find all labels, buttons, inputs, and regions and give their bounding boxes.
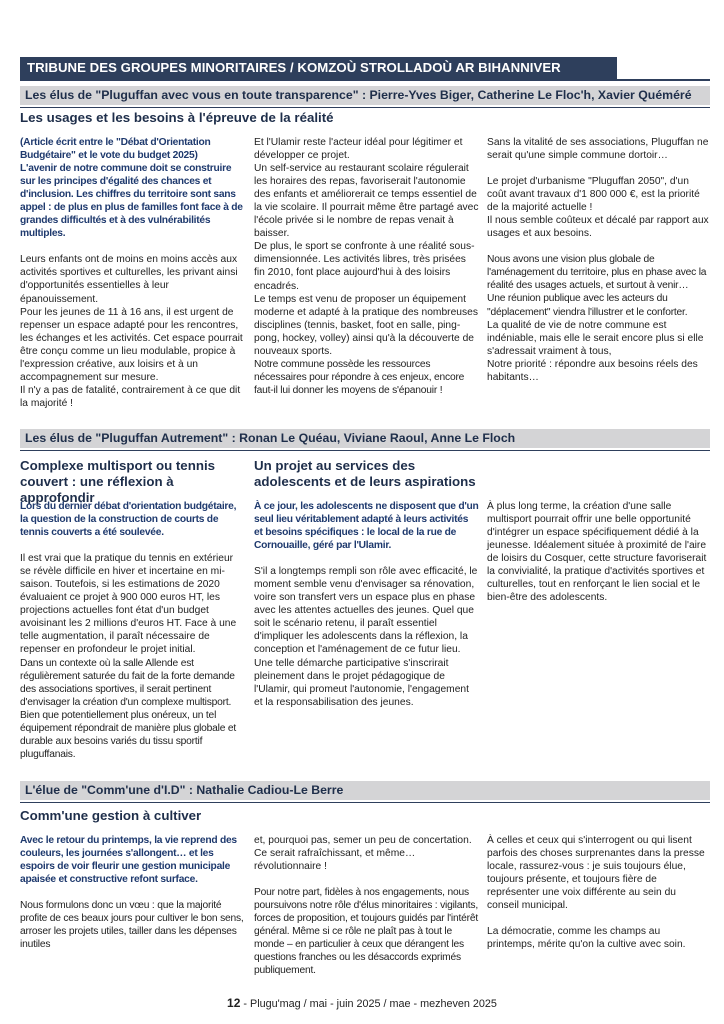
article-intro: Avec le retour du printemps, la vie reprend des couleurs, les journées s'allongent… et les espoirs de voir fleurir une gestion municipale apaisée et constructive refont surface. — [20, 835, 237, 886]
group-header-band: Les élus de "Pluguffan avec vous en toute transparence" : Pierre-Yves Biger, Catherine Le Floc'h, Xavier Quéméré — [20, 86, 710, 105]
group-header-band: Les élus de "Pluguffan Autrement" : Ronan Le Quéau, Viviane Raoul, Anne Le Floch — [20, 429, 710, 448]
paragraph: Et l'Ulamir reste l'acteur idéal pour légitimer et développer ce projet. — [254, 137, 463, 162]
paragraph: Notre commune possède les ressources nécessaires pour répondre à ces enjeux, encore faut-il lui donner les moyens de s'épanouir ! — [254, 358, 465, 396]
paragraph: et, pourquoi pas, semer un peu de concertation. Ce serait rafraîchissant, et même… révolutionnaire ! — [254, 835, 472, 873]
article-column-3 — [487, 500, 709, 604]
article-column-2 — [254, 834, 479, 977]
article-intro: (Article écrit entre le "Débat d'Orientation Budgétaire" et le vote du budget 2025) — [20, 137, 211, 162]
article-title: Comm'une gestion à cultiver — [20, 808, 202, 823]
page-footer — [0, 996, 724, 1010]
paragraph: Sans la vitalité de ses associations, Pluguffan ne serait qu'une simple commune dortoir… — [487, 137, 709, 162]
article-title: Complexe multisport ou tennis couvert : une réflexion à approfondir — [20, 458, 216, 505]
article-column-2 — [254, 500, 479, 709]
article-column-1 — [20, 136, 244, 410]
paragraph: Il nous semble coûteux et décalé par rapport aux usages et aux besoins. — [487, 215, 709, 240]
page-number: 12 — [227, 996, 241, 1010]
paragraph: Un self-service au restaurant scolaire régulerait les horaires des repas, favoriserait l'autonomie des enfants et améliorerait ce temps essentiel de la vie scolaire. Il pourrait même être partagé avec l'école privée si le nombre de repas venait à baisser. — [254, 163, 479, 240]
paragraph: La démocratie, comme les champs au printemps, mérite qu'on la cultive avec soin. — [487, 926, 686, 951]
article-intro: À ce jour, les adolescents ne disposent que d'un seul lieu véritablement adapté à leurs activités et besoins spécifiques : le local de la rue de Cornouaille, géré par l'Ulamir. — [254, 501, 479, 552]
article-title: Les usages et les besoins à l'épreuve de la réalité — [20, 110, 334, 125]
footer-text: - Plugu'mag / mai - juin 2025 / mae - mezheven 2025 — [240, 998, 497, 1010]
group-header-band: L'élue de "Comm'une d'I.D" : Nathalie Cadiou-Le Berre — [20, 781, 710, 800]
article-column-3 — [487, 834, 709, 951]
paragraph: Le projet d'urbanisme "Pluguffan 2050", d'un coût avant travaux d'1 800 000 €, est la priorité de la majorité actuelle ! — [487, 176, 700, 214]
paragraph: La qualité de vie de notre commune est indéniable, mais elle le serait encore plus si elle s'adressait vraiment à tous, — [487, 319, 704, 357]
paragraph: Nous formulons donc un vœu : que la majorité profite de ces beaux jours pour cultiver le bon sens, arroser les projets utiles, tailler dans les dépenses inutiles — [20, 900, 244, 951]
section-banner: TRIBUNE DES GROUPES MINORITAIRES / KOMZOÙ STROLLADOÙ AR BIHANNIVER — [20, 57, 617, 79]
paragraph: À celles et ceux qui s'interrogent ou qui lisent parfois des choses surprenantes dans la presse locale, rassurez-vous : je suis toujours élue, toujours présente, et toujours fière de représenter une voix différente au sein du conseil municipal. — [487, 835, 705, 912]
article-intro: L'avenir de notre commune doit se construire sur les principes d'égalité des chances et d'inclusion. Les chiffres du territoire sont sans appel : de plus en plus de familles font face à de grandes difficultés et à des vulnérabilités multiples. — [20, 163, 243, 240]
paragraph: Pour notre part, fidèles à nos engagements, nous poursuivons notre rôle d'élus minoritaires : vigilants, forces de proposition, et toujours guidés par l'intérêt général. Même si ce rôle ne plaît pas à tout le monde – en particulier à ceux que dérangent les questions franches ou les désaccords exprimés publiquement. — [254, 887, 478, 977]
paragraph: Le temps est venu de proposer un équipement moderne et adapté à la pratique des nombreuses disciplines (tennis, basket, foot en salle, ping-pong, hockey, volley) ainsi qu'à la découverte de nouveaux sports. — [254, 293, 478, 357]
article-title: Un projet au services des adolescents et de leurs aspirations — [254, 458, 476, 489]
paragraph: De plus, le sport se confronte à une réalité sous-dimensionnée. Les activités libres, très prisées fin 2010, font place aujourd'hui à des loisirs encadrés. — [254, 241, 475, 292]
paragraph: Dans un contexte où la salle Allende est régulièrement saturée du fait de la forte demande des associations sportives, il serait pertinent d'envisager la création d'un complexe multisport. Bien que potentiellement plus onéreux, un tel équipement répondrait de manière plus globale et durable aux besoins variés du tissu sportif pluguffanais. — [20, 657, 237, 760]
paragraph: Nous avons une vision plus globale de l'aménagement du territoire, plus en phase avec la réalité des usages actuels, et surtout à venir… Une réunion publique avec les acteurs du "déplacement" viendra l'illustrer et le conforter. — [487, 254, 707, 318]
paragraph: Il est vrai que la pratique du tennis en extérieur se révèle difficile en hiver et incertaine en mi-saison. Toutefois, si les estimations de 2020 évaluaient ce projet à 900 000 euros HT, les projections actuelles font état d'un budget avoisinant les 2 millions d'euros HT. Face à une telle augmentation, il paraît nécessaire de repenser en profondeur le projet initial. — [20, 553, 237, 656]
article-intro: Lors du dernier débat d'orientation budgétaire, la question de la construction de courts de tennis couverts a été soulevée. — [20, 501, 237, 539]
paragraph: Leurs enfants ont de moins en moins accès aux activités sportives et culturelles, les privant ainsi d'opportunités essentielles à leur épanouissement. — [20, 254, 238, 305]
article-column-2 — [254, 136, 479, 397]
paragraph: À plus long terme, la création d'une salle multisport pourrait offrir une belle opportunité d'intégrer un espace spécifiquement dédié à la jeunesse. Idéalement située à proximité de l'aire de loisirs du Cosquer, cette structure favoriserait la convivialité, la pratique d'activités sportives et culturelles, tout en renforçant le lien social et le bien-être des adolescents. — [487, 501, 707, 604]
paragraph: Notre priorité : répondre aux besoins réels des habitants… — [487, 358, 698, 383]
article-column-3 — [487, 136, 709, 384]
article-column-1 — [20, 834, 244, 951]
article-column-1 — [20, 500, 244, 761]
paragraph: Pour les jeunes de 11 à 16 ans, il est urgent de repenser un espace adapté pour les rencontres, les échanges et les activités. Cet espace pourrait être conçu comme un lieu modulable, propice à l'expression créative, aux loisirs et à un accompagnement sur mesure. — [20, 306, 243, 383]
paragraph: Il n'y a pas de fatalité, contrairement à ce que dit la majorité ! — [20, 384, 241, 409]
paragraph: S'il a longtemps rempli son rôle avec efficacité, le moment semble venu d'envisager sa rénovation, voire son transfert vers un espace plus en phase avec les attentes actuelles des jeunes. Quel que soit le scénario retenu, il paraît essentiel d'impliquer les adolescents dans la réflexion, la conception et l'aménagement de ce futur lieu. Une telle démarche participative s'inscrirait pleinement dans le projet pédagogique de l'Ulamir, qui promeut l'autonomie, l'engagement et la responsabilisation des jeunes. — [254, 566, 478, 708]
banner-rule — [20, 79, 710, 81]
